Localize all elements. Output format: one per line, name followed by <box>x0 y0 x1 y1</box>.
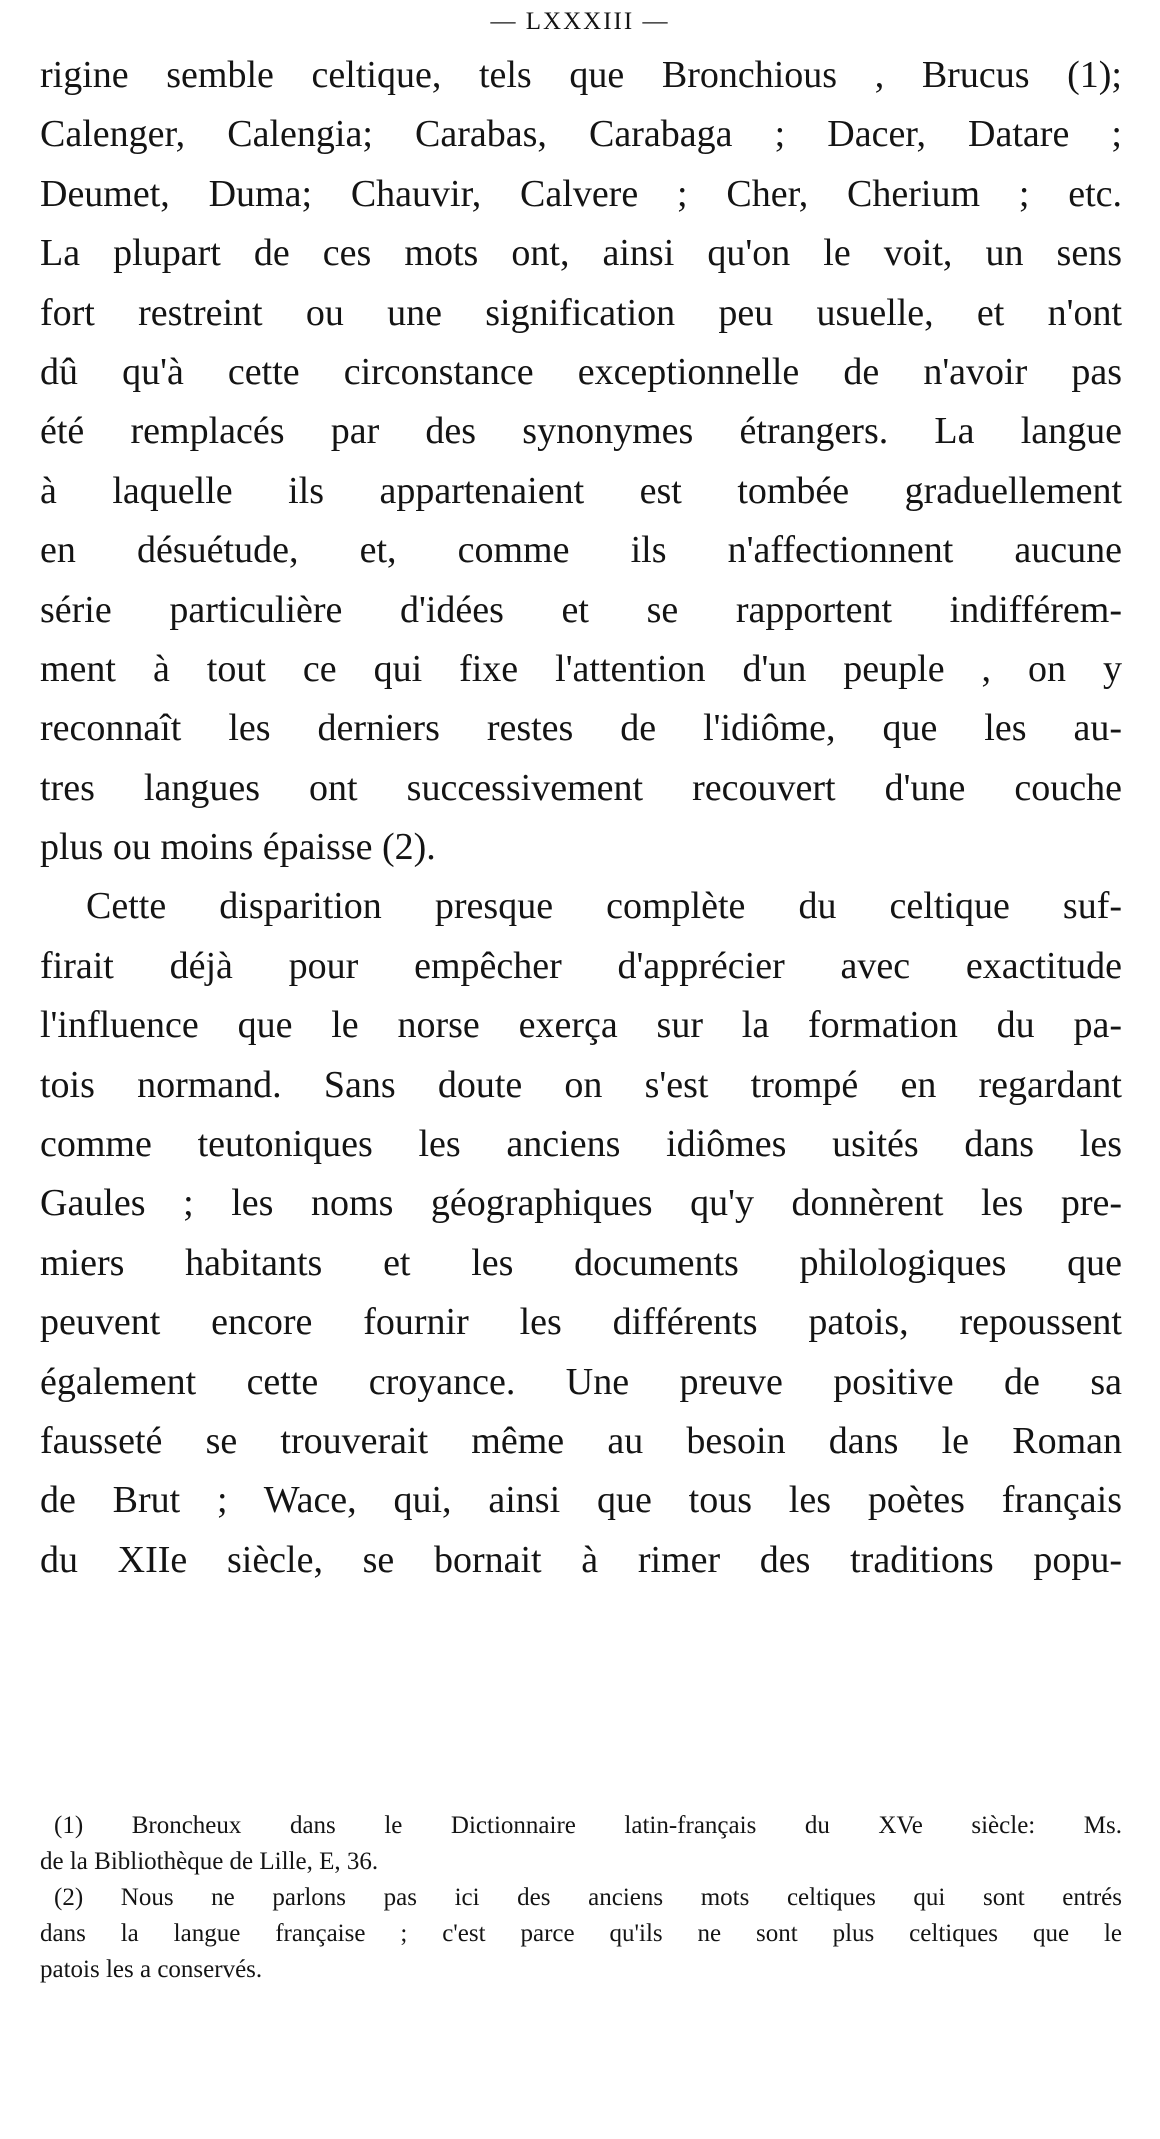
text-line: série particulière d'idées et se rapportent indifférem- <box>40 588 1122 631</box>
paragraph-end-line: plus ou moins épaisse (2). <box>40 826 436 869</box>
footnote-1-continuation: de la Bibliothèque de Lille, E, 36. <box>40 1848 379 1875</box>
text-line: tois normand. Sans doute on s'est trompé en regardant <box>40 1063 1122 1106</box>
text-line: miers habitants et les documents philologiques que <box>40 1241 1122 1284</box>
text-line: ment à tout ce qui fixe l'attention d'un peuple , on y <box>40 647 1122 690</box>
text-line: de Brut ; Wace, qui, ainsi que tous les poètes français <box>40 1479 1122 1522</box>
footnotes <box>40 1808 1122 1988</box>
text-line: du XIIe siècle, se bornait à rimer des traditions popu- <box>40 1538 1122 1581</box>
footnote-2: (2) Nous ne parlons pas ici des anciens mots celtiques qui sont entrés <box>54 1884 1122 1911</box>
text-line: rigine semble celtique, tels que Bronchious , Brucus (1); <box>40 54 1122 96</box>
text-line: reconnaît les derniers restes de l'idiôme, que les au- <box>40 707 1122 750</box>
text-line: fort restreint ou une signification peu usuelle, et n'ont <box>40 291 1122 334</box>
footnote-1: (1) Broncheux dans le Dictionnaire latin-français du XVe siècle: Ms. <box>54 1812 1122 1839</box>
paragraph-start-line: Cette disparition presque complète du celtique suf- <box>86 885 1122 928</box>
text-line: fausseté se trouverait même au besoin dans le Roman <box>40 1419 1122 1462</box>
text-line: firait déjà pour empêcher d'apprécier avec exactitude <box>40 944 1122 987</box>
text-line: comme teutoniques les anciens idiômes usités dans les <box>40 1123 1122 1166</box>
text-line: dû qu'à cette circonstance exceptionnelle de n'avoir pas <box>40 350 1122 393</box>
text-line: Calenger, Calengia; Carabas, Carabaga ; Dacer, Datare ; <box>40 113 1122 156</box>
text-line: en désuétude, et, comme ils n'affectionnent aucune <box>40 529 1122 572</box>
text-line: l'influence que le norse exerça sur la formation du pa- <box>40 1004 1122 1047</box>
text-line: été remplacés par des synonymes étrangers. La langue <box>40 410 1122 453</box>
text-line: tres langues ont successivement recouvert d'une couche <box>40 766 1122 809</box>
text-line: peuvent encore fournir les différents patois, repoussent <box>40 1301 1122 1344</box>
text-line: Deumet, Duma; Chauvir, Calvere ; Cher, Cherium ; etc. <box>40 172 1122 215</box>
text-line: Gaules ; les noms géographiques qu'y donnèrent les pre- <box>40 1182 1122 1225</box>
text-line: La plupart de ces mots ont, ainsi qu'on le voit, un sens <box>40 232 1122 275</box>
page-number-header: — LXXXIII — <box>490 8 670 35</box>
text-line: également cette croyance. Une preuve positive de sa <box>40 1360 1122 1403</box>
main-text-block <box>40 46 1122 1590</box>
footnote-2-continuation: patois les a conservés. <box>40 1956 263 1983</box>
footnote-2-continuation: dans la langue française ; c'est parce qu'ils ne sont plus celtiques que le <box>40 1920 1122 1947</box>
text-line: à laquelle ils appartenaient est tombée graduellement <box>40 469 1122 512</box>
